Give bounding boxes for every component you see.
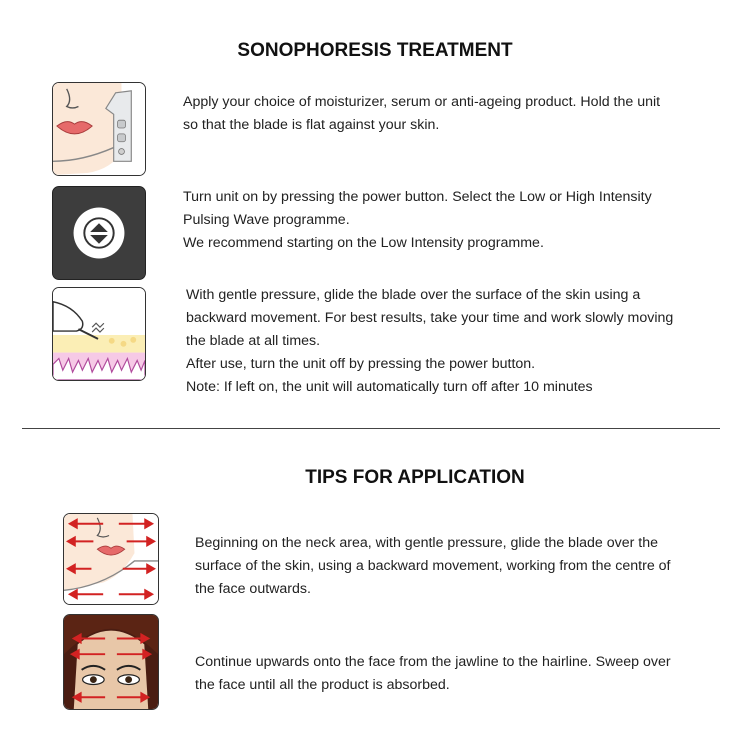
step-2-line-2: Pulsing Wave programme. [183, 212, 350, 228]
step-3-line-2: backward movement. For best results, take your time and work slowly moving [186, 310, 674, 326]
step-1-instructions [183, 91, 660, 137]
neck-arrows-icon [63, 513, 159, 605]
step-2-line-3: We recommend starting on the Low Intensity programme. [183, 235, 544, 251]
section-title-sonophoresis: SONOPHORESIS TREATMENT [237, 40, 513, 61]
step-1-line-1: Apply your choice of moisturizer, serum or anti-ageing product. Hold the unit [183, 94, 661, 110]
tip-1-line-2: surface of the skin, using a backward movement, working from the centre of [195, 558, 671, 574]
blade-on-skin-icon [52, 287, 146, 381]
tip-2-line-2: the face until all the product is absorbed. [195, 677, 450, 693]
tip-1-instructions [195, 532, 671, 601]
tip-1-line-3: the face outwards. [195, 581, 311, 597]
step-2-line-1: Turn unit on by pressing the power button. Select the Low or High Intensity [183, 189, 652, 205]
section-title-tips: TIPS FOR APPLICATION [305, 467, 525, 488]
face-arrows-icon [63, 614, 159, 710]
step-1-line-2: so that the blade is flat against your skin. [183, 117, 440, 133]
tip-2-instructions [195, 651, 671, 697]
step-3-line-1: With gentle pressure, glide the blade over the surface of the skin using a [186, 287, 641, 303]
step-3-instructions [186, 284, 673, 399]
section-divider [22, 428, 720, 429]
step-3-line-4: After use, turn the unit off by pressing the power button. [186, 356, 536, 372]
step-3-line-3: the blade at all times. [186, 333, 321, 349]
power-button-icon [52, 186, 146, 280]
step-2-instructions [183, 186, 652, 255]
tip-1-line-1: Beginning on the neck area, with gentle pressure, glide the blade over the [195, 535, 658, 551]
face-with-device-icon [52, 82, 146, 176]
tip-2-line-1: Continue upwards onto the face from the jawline to the hairline. Sweep over [195, 654, 671, 670]
step-3-line-5: Note: If left on, the unit will automatically turn off after 10 minutes [186, 379, 593, 395]
